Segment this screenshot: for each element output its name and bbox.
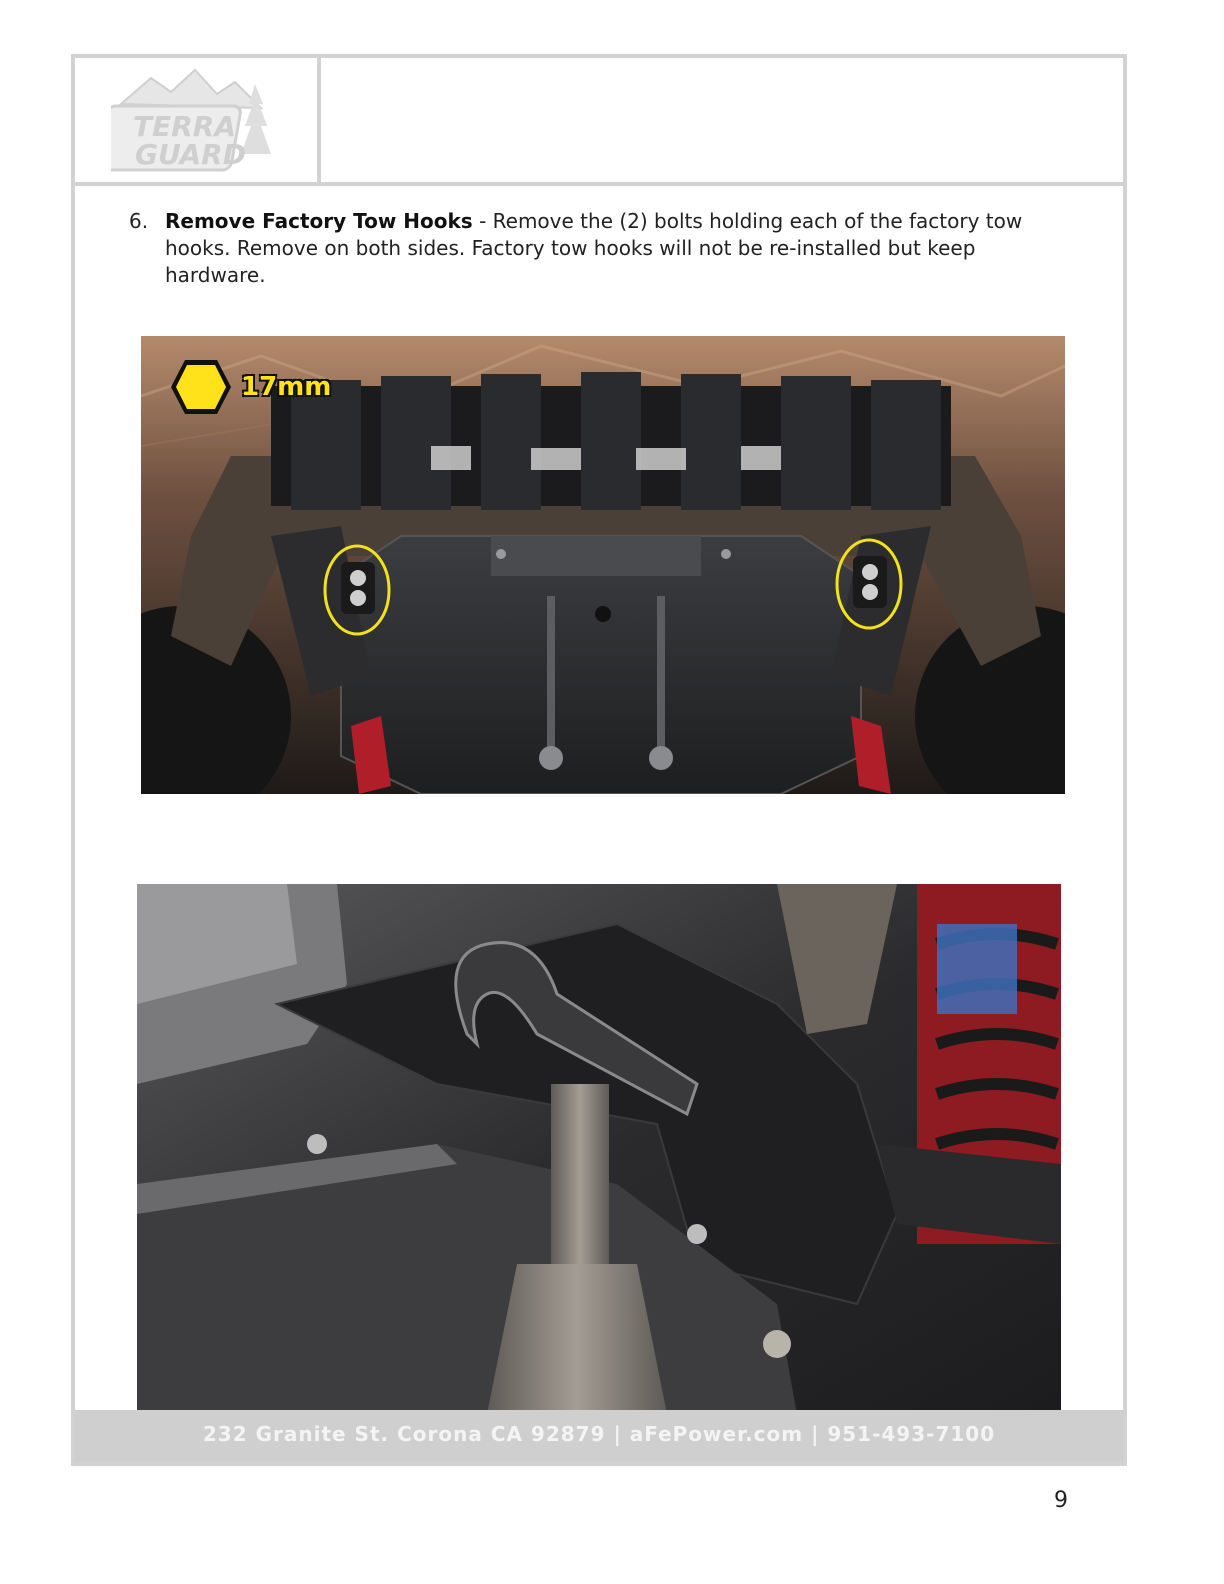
header-row [75, 58, 1123, 186]
footer-bar [75, 1410, 1123, 1462]
terra-guard-logo [111, 64, 281, 176]
photo-front-underside [141, 336, 1065, 794]
logo-word-1: TERRA [133, 110, 237, 143]
left-tow-hook-bolts [341, 562, 375, 614]
step-text: - Remove the (2) bolts holding each of the factory tow hooks. Remove on both sides. Factory tow hooks will not be re-installed but keep hardware. [165, 209, 1023, 287]
logo-word-2: GUARD [135, 138, 246, 171]
page-frame [71, 54, 1127, 1466]
photo-tow-hook-removal [137, 884, 1061, 1414]
hex-socket-icon [169, 358, 233, 416]
page-number: 9 [1054, 1488, 1068, 1513]
step-number: 6. [129, 209, 149, 233]
socket-size-label: 17mm [241, 372, 332, 402]
step-body [165, 208, 1059, 289]
step-instruction [129, 208, 1059, 289]
step-title: Remove Factory Tow Hooks [165, 209, 473, 233]
logo-cell [75, 58, 321, 182]
right-tow-hook-bolts [853, 556, 887, 608]
footer-address: 232 Granite St. Corona CA 92879 | aFePower.com | 951-493-7100 [202, 1422, 996, 1446]
socket-size-badge [169, 358, 331, 416]
